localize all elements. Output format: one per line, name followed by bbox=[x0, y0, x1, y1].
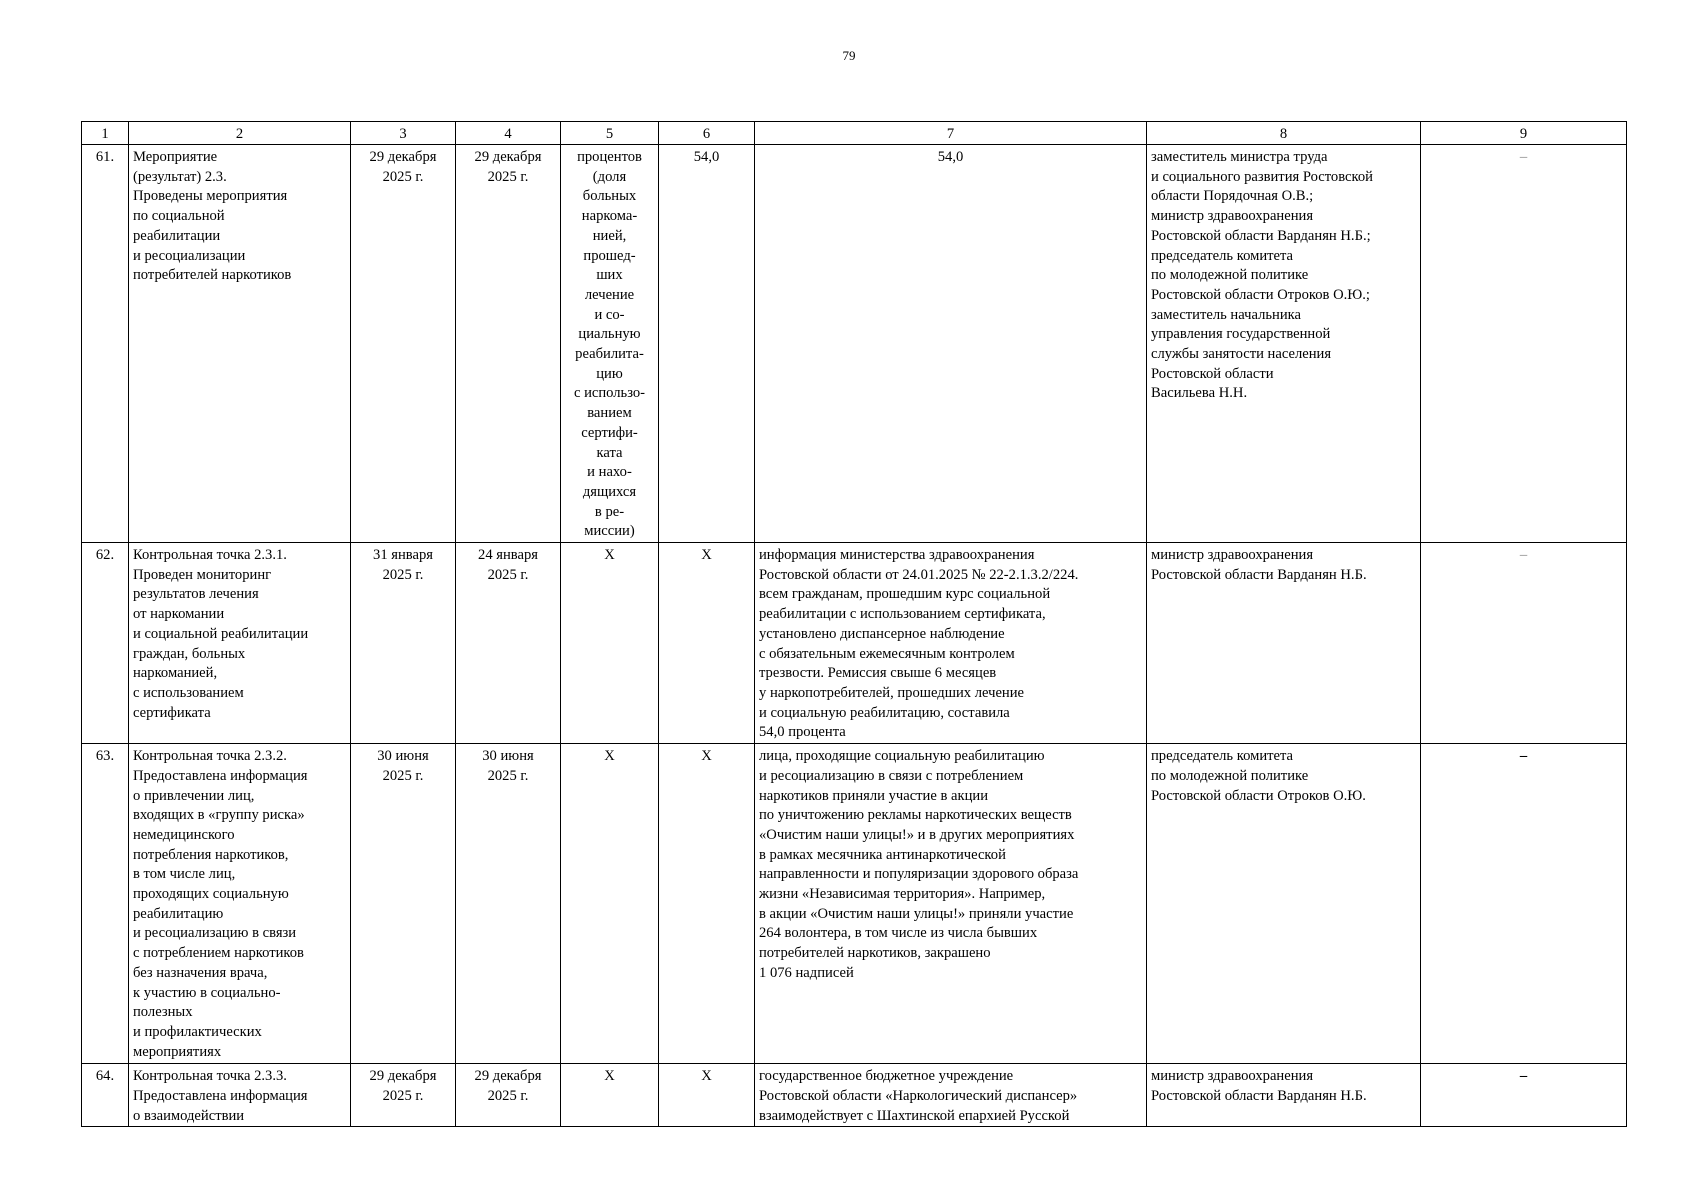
result-info: 54,0 bbox=[755, 145, 1147, 543]
note: – bbox=[1421, 1064, 1627, 1127]
note: – bbox=[1421, 145, 1627, 543]
column-number: 2 bbox=[129, 122, 351, 145]
planned-value: 54,0 bbox=[659, 145, 755, 543]
unit-of-measure: процентов (доля больных наркома- нией, прошед- ших лечение и со- циальную реабилита- цию с использо- ванием сертифи- ката и нахо- дящихся в ре- миссии) bbox=[561, 145, 659, 543]
page-number: 79 bbox=[842, 48, 856, 63]
actual-date: 29 декабря 2025 г. bbox=[456, 1064, 561, 1127]
responsible-person: председатель комитета по молодежной политике Ростовской области Отроков О.Ю. bbox=[1147, 744, 1421, 1064]
column-number: 5 bbox=[561, 122, 659, 145]
planned-date: 31 января 2025 г. bbox=[351, 543, 456, 744]
column-number: 4 bbox=[456, 122, 561, 145]
result-info: лица, проходящие социальную реабилитацию и ресоциализацию в связи с потреблением наркотиков приняли участие в акции по уничтожению рекламы наркотических веществ «Очистим наши улицы!» и в других мероприятиях в рамках месячника антинаркотической направленности и популяризации здорового образа жизни «Независимая территория». Например, в акции «Очистим наши улицы!» приняли участие 264 волонтера, в том числе из числа бывших потребителей наркотиков, закрашено 1 076 надписей bbox=[755, 744, 1147, 1064]
unit-of-measure: Х bbox=[561, 744, 659, 1064]
note: – bbox=[1421, 744, 1627, 1064]
column-number: 7 bbox=[755, 122, 1147, 145]
table-row bbox=[82, 543, 1627, 744]
event-name: Мероприятие (результат) 2.3. Проведены мероприятия по социальной реабилитации и ресоциализации потребителей наркотиков bbox=[129, 145, 351, 543]
event-name: Контрольная точка 2.3.3. Предоставлена информация о взаимодействии bbox=[129, 1064, 351, 1127]
row-number: 62. bbox=[82, 543, 129, 744]
column-number: 9 bbox=[1421, 122, 1627, 145]
result-info: информация министерства здравоохранения Ростовской области от 24.01.2025 № 22-2.1.3.2/224. всем гражданам, прошедшим курс социальной реабилитации с использованием сертификата, установлено диспансерное наблюдение с обязательным ежемесячным контролем трезвости. Ремиссия свыше 6 месяцев у наркопотребителей, прошедших лечение и социальную реабилитацию, составила 54,0 процента bbox=[755, 543, 1147, 744]
responsible-person: министр здравоохранения Ростовской области Варданян Н.Б. bbox=[1147, 1064, 1421, 1127]
actual-date: 30 июня 2025 г. bbox=[456, 744, 561, 1064]
row-number: 63. bbox=[82, 744, 129, 1064]
column-number: 8 bbox=[1147, 122, 1421, 145]
planned-value: Х bbox=[659, 543, 755, 744]
planned-date: 29 декабря 2025 г. bbox=[351, 1064, 456, 1127]
planned-date: 30 июня 2025 г. bbox=[351, 744, 456, 1064]
planned-date: 29 декабря 2025 г. bbox=[351, 145, 456, 543]
column-number: 3 bbox=[351, 122, 456, 145]
actual-date: 24 января 2025 г. bbox=[456, 543, 561, 744]
planned-value: Х bbox=[659, 1064, 755, 1127]
table-row bbox=[82, 744, 1627, 1064]
event-name: Контрольная точка 2.3.1. Проведен мониторинг результатов лечения от наркомании и социальной реабилитации граждан, больных наркоманией, с использованием сертификата bbox=[129, 543, 351, 744]
plan-table bbox=[81, 121, 1627, 1127]
unit-of-measure: Х bbox=[561, 543, 659, 744]
column-number-row bbox=[82, 122, 1627, 145]
table-row bbox=[82, 145, 1627, 543]
column-number: 1 bbox=[82, 122, 129, 145]
column-number: 6 bbox=[659, 122, 755, 145]
result-info: государственное бюджетное учреждение Ростовской области «Наркологический диспансер» взаимодействует с Шахтинской епархией Русской bbox=[755, 1064, 1147, 1127]
note: – bbox=[1421, 543, 1627, 744]
responsible-person: министр здравоохранения Ростовской области Варданян Н.Б. bbox=[1147, 543, 1421, 744]
row-number: 64. bbox=[82, 1064, 129, 1127]
planned-value: Х bbox=[659, 744, 755, 1064]
row-number: 61. bbox=[82, 145, 129, 543]
actual-date: 29 декабря 2025 г. bbox=[456, 145, 561, 543]
table-row bbox=[82, 1064, 1627, 1127]
unit-of-measure: Х bbox=[561, 1064, 659, 1127]
event-name: Контрольная точка 2.3.2. Предоставлена информация о привлечении лиц, входящих в «группу риска» немедицинского потребления наркотиков, в том числе лиц, проходящих социальную реабилитацию и ресоциализацию в связи с потреблением наркотиков без назначения врача, к участию в социально- полезных и профилактических мероприятиях bbox=[129, 744, 351, 1064]
responsible-person: заместитель министра труда и социального развития Ростовской области Порядочная О.В.; министр здравоохранения Ростовской области Варданян Н.Б.; председатель комитета по молодежной политике Ростовской области Отроков О.Ю.; заместитель начальника управления государственной службы занятости населения Ростовской области Васильева Н.Н. bbox=[1147, 145, 1421, 543]
